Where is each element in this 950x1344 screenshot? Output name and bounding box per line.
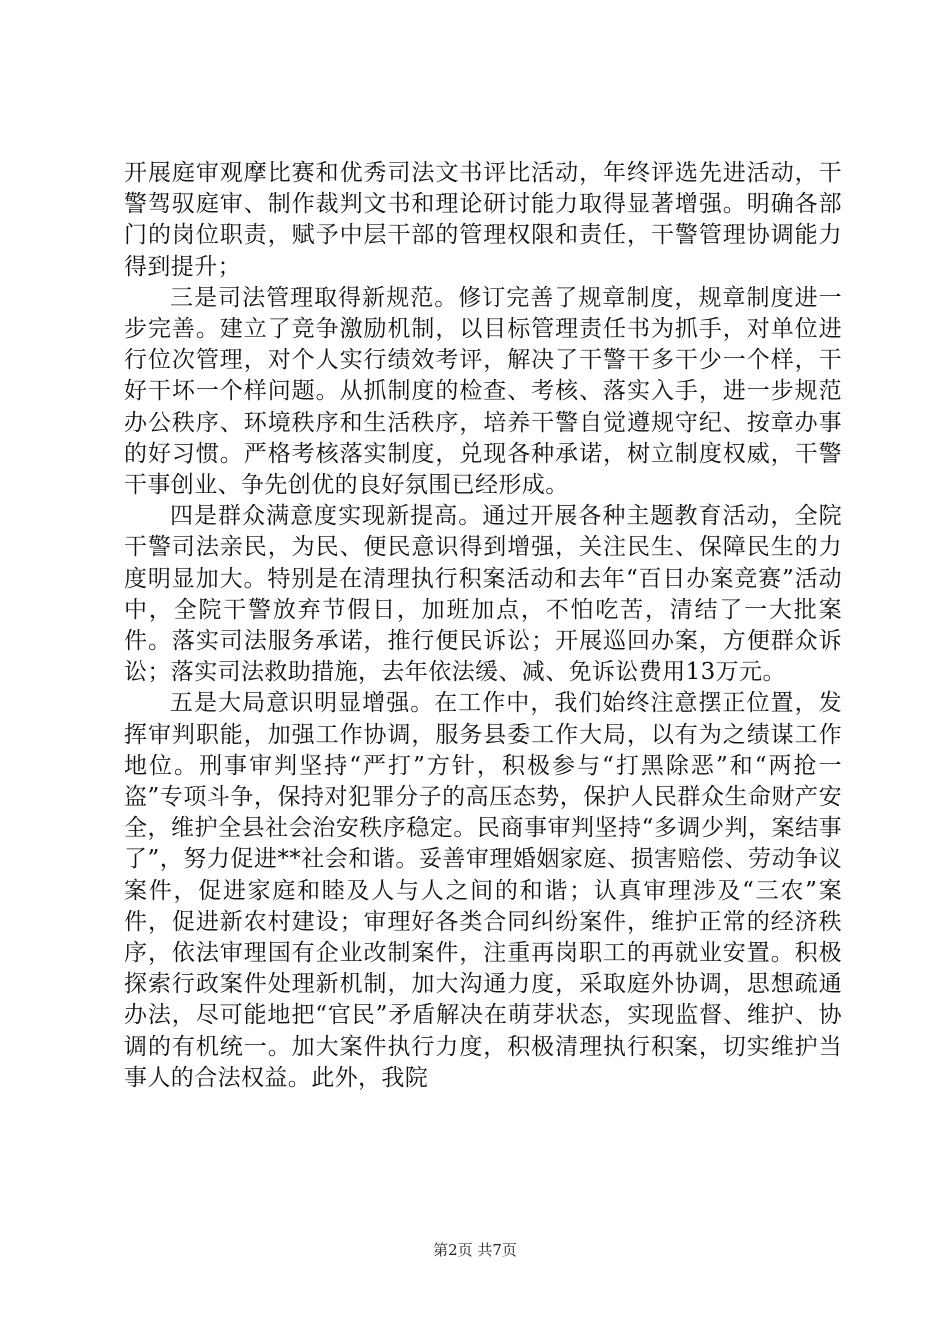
document-body — [124, 158, 842, 1094]
paragraph-1: 开展庭审观摩比赛和优秀司法文书评比活动，年终评选先进活动，干警驾驭庭审、制作裁判文书和理论研讨能力取得显著增强。明确各部门的岗位职责，赋予中层干部的管理权限和责任，干警管理协调能力得到提升； — [124, 160, 842, 280]
paragraph-3: 四是群众满意度实现新提高。通过开展各种主题教育活动，全院干警司法亲民，为民、便民意识得到增强，关注民生、保障民生的力度明显加大。特别是在清理执行积案活动和去年“百日办案竞赛”活动中，全院干警放弃节假日，加班加点，不怕吃苦，清结了一大批案件。落实司法服务承诺，推行便民诉讼；开展巡回办案，方便群众诉讼；落实司法救助措施，去年依法缓、减、免诉讼费用13万元。 — [124, 503, 842, 686]
page-number-footer: 第2页 共7页 — [433, 1241, 517, 1259]
paragraph-4: 五是大局意识明显增强。在工作中，我们始终注意摆正位置，发挥审判职能，加强工作协调，服务县委工作大局，以有为之绩谋工作地位。刑事审判坚持“严打”方针，积极参与“打黑除恶”和“两抢一盗”专项斗争，保持对犯罪分子的高压态势，保护人民群众生命财产安全，维护全县社会治安秩序稳定。民商事审判坚持“多调少判，案结事了”，努力促进**社会和谐。妥善审理婚姻家庭、损害赔偿、劳动争议案件，促进家庭和睦及人与人之间的和谐；认真审理涉及“三农”案件，促进新农村建设；审理好各类合同纠纷案件，维护正常的经济秩序，依法审理国有企业改制案件，注重再岗职工的再就业安置。积极探索行政案件处理新机制，加大沟通力度，采取庭外协调，思想疏通办法，尽可能地把“官民”矛盾解决在萌芽状态，实现监督、维护、协调的有机统一。加大案件执行力度，积极清理执行积案，切实维护当事人的合法权益。此外，我院 — [124, 690, 842, 1091]
paragraph-2: 三是司法管理取得新规范。修订完善了规章制度，规章制度进一步完善。建立了竞争激励机制，以目标管理责任书为抓手，对单位进行位次管理，对个人实行绩效考评，解决了干警干多干少一个样，干好干坏一个样问题。从抓制度的检查、考核、落实入手，进一步规范办公秩序、环境秩序和生活秩序，培养干警自觉遵规守纪、按章办事的好习惯。严格考核落实制度，兑现各种承诺，树立制度权威，干警干事创业、争先创优的良好氛围已经形成。 — [124, 284, 842, 499]
